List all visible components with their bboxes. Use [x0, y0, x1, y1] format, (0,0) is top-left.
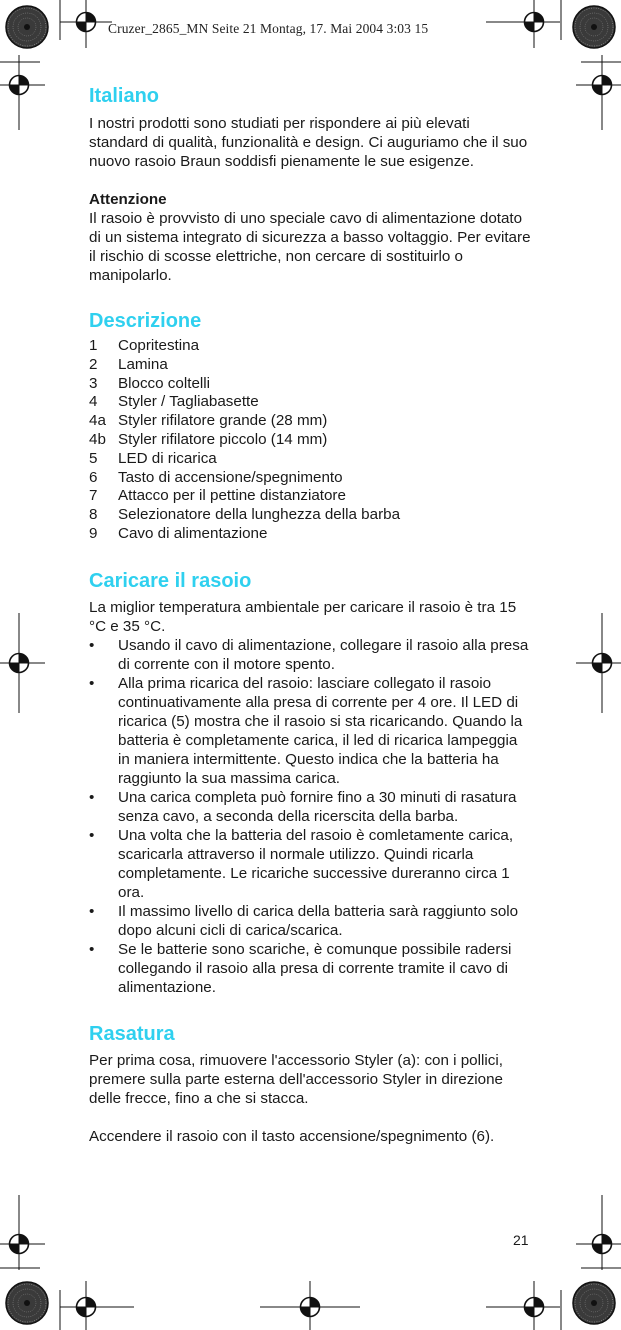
registration-mark-right-middle — [576, 637, 621, 689]
part-number: 4b — [89, 430, 106, 448]
registration-mark-bottom-right — [508, 1281, 560, 1330]
section-caricare — [89, 569, 531, 997]
bullet-text: Una carica completa può fornire fino a 30 minuti di rasatura senza cavo, a seconda della ricerscita della barba. — [118, 788, 517, 825]
parts-list-item — [89, 431, 531, 450]
bullet-symbol: • — [89, 826, 95, 844]
page-content — [89, 84, 531, 1146]
bullet-item — [89, 674, 531, 788]
registration-mark-bottom-center — [284, 1281, 336, 1330]
part-number: 8 — [89, 506, 98, 524]
charging-intro: La miglior temperatura ambientale per caricare il rasoio è tra 15 °C e 35 °C. — [89, 598, 517, 635]
part-label: LED di ricarica — [118, 449, 217, 467]
bullet-item — [89, 788, 531, 826]
part-label: Styler / Tagliabasette — [118, 393, 259, 411]
part-number: 6 — [89, 468, 98, 486]
section-rasatura — [89, 1022, 531, 1146]
part-label: Tasto di accensione/spegnimento — [118, 468, 343, 486]
part-label: Lamina — [118, 355, 168, 373]
bullet-text: Usando il cavo di alimentazione, collegare il rasoio alla presa di corrente con il motore spento. — [118, 636, 529, 673]
parts-list-item — [89, 469, 531, 488]
registration-star-top-right — [573, 6, 615, 48]
registration-star-top-left — [6, 6, 48, 48]
bullet-item — [89, 902, 531, 940]
part-number: 9 — [89, 524, 98, 542]
registration-star-bottom-right — [573, 1282, 615, 1324]
part-number: 5 — [89, 449, 98, 467]
part-label: Selezionatore della lunghezza della barba — [118, 506, 401, 524]
attention-heading: Attenzione — [89, 191, 167, 208]
registration-star-bottom-left — [6, 1282, 48, 1324]
part-label: Blocco coltelli — [118, 374, 211, 392]
parts-list-item — [89, 375, 531, 394]
intro-paragraph: I nostri prodotti sono studiati per rispondere ai più elevati standard di qualità, funzionalità e design. Ci auguriamo che il suo nuovo rasoio Braun soddisfi pienamente le sue esigenze. — [89, 115, 528, 170]
bullet-symbol: • — [89, 636, 95, 654]
registration-mark-left-lower — [0, 1218, 45, 1270]
bullet-text: Il massimo livello di carica della batteria sarà raggiunto solo dopo alcuni cicli di carica/scarica. — [118, 902, 519, 939]
parts-list-item — [89, 525, 531, 544]
section-title-descrizione: Descrizione — [89, 310, 202, 332]
bullet-item — [89, 940, 531, 997]
part-number: 1 — [89, 337, 98, 354]
attention-paragraph: Il rasoio è provvisto di uno speciale cavo di alimentazione dotato di un sistema integrato di sicurezza a basso voltaggio. Per evitare il rischio di scosse elettriche, non cercare di sostituirlo o manipolarlo. — [89, 210, 531, 284]
registration-mark-top-right — [508, 0, 560, 48]
registration-mark-left-middle — [0, 637, 45, 689]
section-descrizione — [89, 309, 531, 544]
part-number: 3 — [89, 374, 98, 392]
parts-list-item — [89, 412, 531, 431]
part-label: Copritestina — [118, 337, 200, 354]
section-title-caricare: Caricare il rasoio — [89, 569, 252, 592]
shaving-paragraph-1: Per prima cosa, rimuovere l'accessorio Styler (a): con i pollici, premere sulla parte esterna dell'accessorio Styler in direzione delle frecce, fino a che si stacca. — [89, 1051, 504, 1107]
registration-mark-bottom-left — [60, 1281, 112, 1330]
print-info-line: Cruzer_2865_MN Seite 21 Montag, 17. Mai 2004 3:03 15 — [108, 21, 429, 36]
part-number: 4 — [89, 393, 98, 411]
bullet-symbol: • — [89, 940, 95, 958]
parts-list-item — [89, 487, 531, 506]
parts-list-item — [89, 506, 531, 525]
parts-list — [89, 337, 531, 544]
registration-mark-right-upper — [576, 59, 621, 111]
page-number: 21 — [513, 1232, 529, 1248]
bullet-item — [89, 636, 531, 674]
bullet-symbol: • — [89, 674, 95, 692]
section-title-italiano: Italiano — [89, 85, 160, 107]
bullet-item — [89, 826, 531, 902]
registration-mark-top-left — [60, 0, 112, 48]
parts-list-item — [89, 393, 531, 412]
parts-list-item — [89, 450, 531, 469]
part-number: 2 — [89, 355, 98, 373]
section-italiano — [89, 84, 531, 285]
part-number: 7 — [89, 487, 98, 505]
registration-mark-left-upper — [0, 59, 45, 111]
section-title-rasatura: Rasatura — [89, 1022, 175, 1045]
charging-bullets — [89, 636, 531, 997]
part-label: Attacco per il pettine distanziatore — [118, 487, 346, 505]
bullet-symbol: • — [89, 788, 95, 806]
bullet-symbol: • — [89, 902, 95, 920]
bullet-text: Se le batterie sono scariche, è comunque possibile radersi collegando il rasoio alla presa di corrente tramite il cavo di alimentazione. — [118, 940, 512, 996]
bullet-text: Una volta che la batteria del rasoio è comletamente carica, scaricarla attraverso il normale utilizzo. Quindi ricarla completamente. Le ricariche successive dureranno circa 1 ora. — [118, 826, 514, 901]
part-number: 4a — [89, 412, 106, 430]
bullet-text: Alla prima ricarica del rasoio: lasciare collegato il rasoio continuativamente alla presa di corrente per 4 ore. Il LED di ricarica (5) mostra che il rasoio si sta ricaricando. Quando la batteria è completamente carica, il led di ricarica lampeggia in maniera intermittente. Questo indica che la batteria ha raggiunto la sua massima carica. — [118, 674, 523, 787]
part-label: Cavo di alimentazione — [118, 524, 268, 542]
part-label: Styler rifilatore piccolo (14 mm) — [118, 430, 328, 448]
registration-mark-right-lower — [576, 1218, 621, 1270]
parts-list-item — [89, 356, 531, 375]
shaving-paragraph-2: Accendere il rasoio con il tasto accensione/spegnimento (6). — [89, 1127, 495, 1145]
parts-list-item — [89, 337, 531, 356]
part-label: Styler rifilatore grande (28 mm) — [118, 412, 328, 430]
